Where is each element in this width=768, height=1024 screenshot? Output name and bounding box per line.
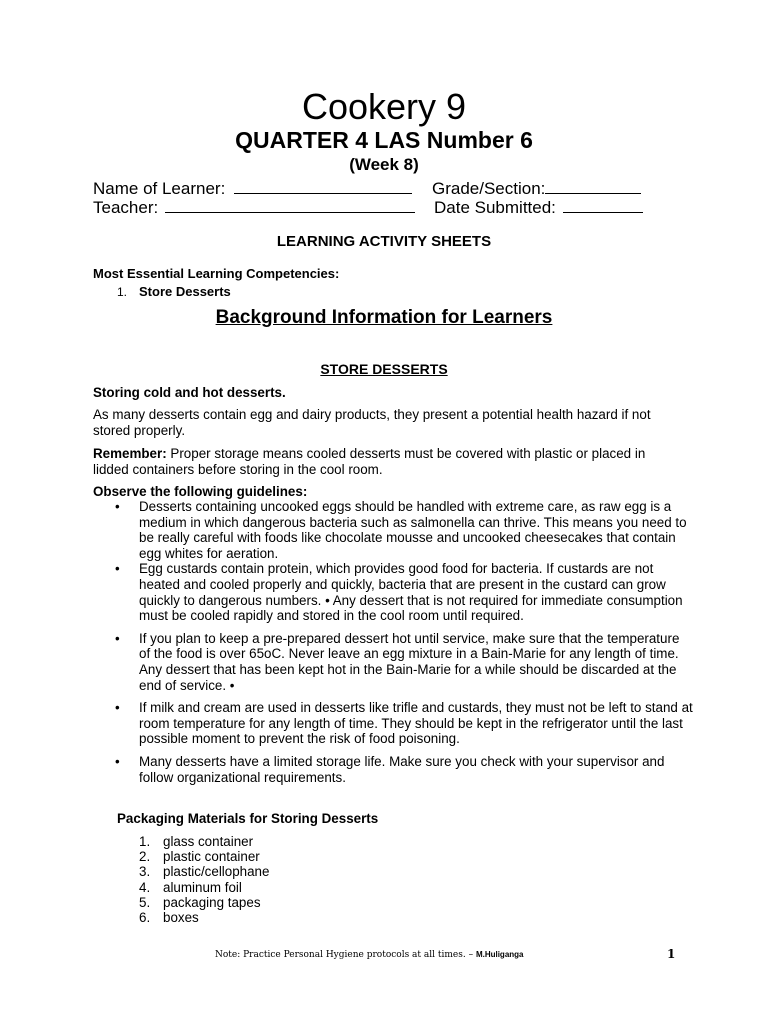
intro-paragraph: As many desserts contain egg and dairy products, they present a potential health hazard if not stored properly. xyxy=(93,407,651,438)
list-item: 4. aluminum foil xyxy=(139,879,242,895)
remember-label: Remember: xyxy=(93,446,167,461)
bullet-icon: • xyxy=(115,630,120,646)
packaging-list xyxy=(139,834,269,925)
date-submitted-label: Date Submitted: xyxy=(434,198,556,217)
list-item: • Many desserts have a limited storage life. Make sure you check with your supervisor and follow organizational requirements. xyxy=(115,753,665,785)
list-item: 3. plastic/cellophane xyxy=(139,864,270,880)
remember-paragraph xyxy=(93,446,683,477)
grade-section-label: Grade/Section: xyxy=(432,179,546,198)
storing-heading: Storing cold and hot desserts. xyxy=(93,385,286,400)
remember-text: Proper storage means cooled desserts must be covered with plastic or placed in lidded containers before storing in the cool room. xyxy=(93,446,646,477)
document-title: Cookery 9 xyxy=(301,86,467,127)
footer-author: M.Huliganga xyxy=(475,950,524,959)
list-item: • Egg custards contain protein, which provides good food for bacteria. If custards are not heated and cooled properly and quickly, bacteria that are present in the custard can grow quickly to dangerous numbers. • Any dessert that is not required for immediate consumption must be cooled rapidly and stored in the cool room until required. xyxy=(115,561,683,624)
grade-section-blank[interactable] xyxy=(545,177,641,194)
packaging-heading: Packaging Materials for Storing Desserts xyxy=(117,811,379,826)
list-item: • If milk and cream are used in desserts like trifle and custards, they must not be left to stand at room temperature for any length of time. They should be kept in the refrigerator until the last possible moment to prevent the risk of food poisoning. xyxy=(115,700,693,747)
guidelines-list xyxy=(93,499,693,792)
teacher-blank[interactable] xyxy=(165,196,415,213)
list-item: • Desserts containing uncooked eggs should be handled with extreme care, as raw egg is a medium in which dangerous bacteria such as salmonella can thrive. This means you need to be really careful with foods like chocolate mousse and uncooked cheesecakes that contain egg whites for aeration. xyxy=(115,499,687,561)
week-label: (Week 8) xyxy=(349,155,419,174)
melc-item xyxy=(117,284,231,299)
footer-note-text: Note: Practice Personal Hygiene protocols at all times. – xyxy=(215,950,476,960)
footer-note xyxy=(215,950,524,960)
name-of-learner-label: Name of Learner: xyxy=(93,179,226,198)
teacher-label: Teacher: xyxy=(93,198,159,217)
list-item: 2. plastic container xyxy=(139,849,260,865)
store-desserts-heading: STORE DESSERTS xyxy=(320,361,448,377)
las-heading: LEARNING ACTIVITY SHEETS xyxy=(276,233,492,250)
bullet-icon: • xyxy=(115,753,120,769)
melc-heading: Most Essential Learning Competencies: xyxy=(93,266,340,281)
document-subtitle: QUARTER 4 LAS Number 6 xyxy=(235,127,533,153)
list-item: 6. boxes xyxy=(139,910,199,926)
bullet-icon: • xyxy=(115,561,120,577)
date-submitted-field[interactable] xyxy=(434,196,643,218)
guidelines-heading: Observe the following guidelines: xyxy=(93,484,308,499)
page-number: 1 xyxy=(667,947,676,961)
list-item: 5. packaging tapes xyxy=(139,894,261,910)
melc-item-text: Store Desserts xyxy=(139,284,231,299)
bullet-icon: • xyxy=(115,700,120,716)
list-item: 1. glass container xyxy=(139,834,254,849)
list-item: • If you plan to keep a pre-prepared dessert hot until service, make sure that the temperature of the food is over 65oC. Never leave an egg mixture in a Bain-Marie for any length of time. Any dessert that has been kept hot in the Bain-Marie for a while should be discarded at the end of service. • xyxy=(115,630,680,693)
background-heading: Background Information for Learners xyxy=(215,307,553,328)
melc-item-number: 1. xyxy=(117,285,128,299)
name-of-learner-blank[interactable] xyxy=(234,177,412,194)
date-submitted-blank[interactable] xyxy=(563,196,643,213)
teacher-field[interactable] xyxy=(93,196,415,218)
bullet-icon: • xyxy=(115,499,120,514)
